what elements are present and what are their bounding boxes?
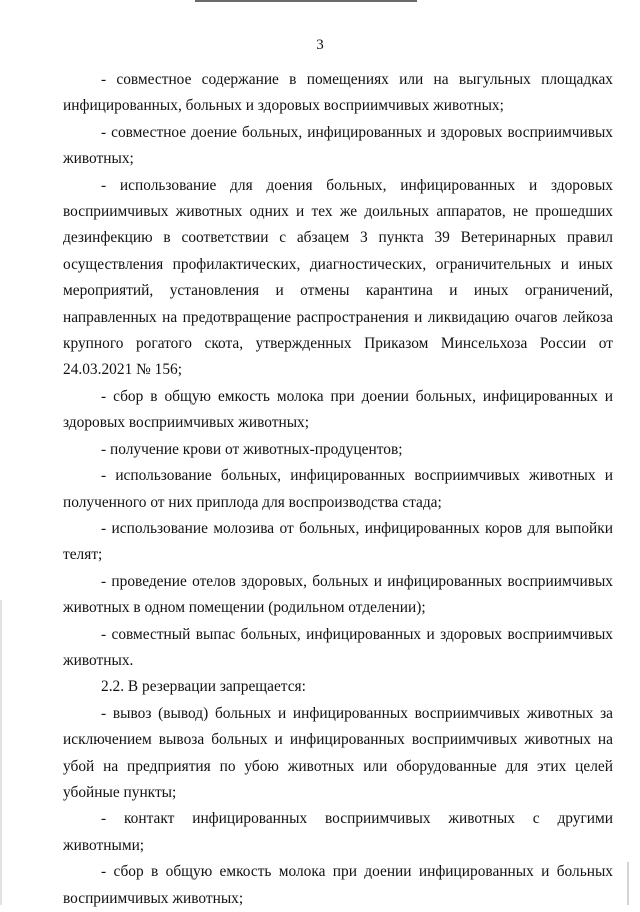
paragraph-blood-collection: - получение крови от животных-продуцентов;: [101, 440, 403, 458]
paragraph-joint-grazing: - совместный выпас больных, инфицированных и здоровых восприимчивых животных.: [63, 625, 613, 669]
paragraph-milk-collection: - сбор в общую емкость молока при доении больных, инфицированных и здоровых восприимчивых животных;: [63, 387, 613, 432]
section-heading-2-2: 2.2. В резервации запрещается:: [101, 678, 306, 696]
paragraph-herd-reproduction: - использование больных, инфицированных восприимчивых животных и полученного от них приплода для воспроизводства стада;: [63, 467, 613, 511]
document-body: [63, 67, 613, 912]
paragraph-joint-milking: - совместное доение больных, инфицированных и здоровых восприимчивых животных;: [63, 123, 613, 168]
paragraph-colostrum: - использование молозива от больных, инфицированных коров для выпойки телят;: [63, 519, 613, 564]
paragraph-contact: - контакт инфицированных восприимчивых животных с другими животными;: [63, 810, 613, 854]
scan-edge-top: [195, 0, 417, 2]
scan-edge-left: [0, 600, 2, 905]
paragraph-removal: - вывоз (вывод) больных и инфицированных восприимчивых животных за исключением вывоза больных и инфицированных восприимчивых животных на убой на предприятия по убою животных или оборудованные для этих целей убойные пункты;: [63, 704, 613, 801]
page-number: 3: [316, 37, 324, 53]
paragraph-calving: - проведение отелов здоровых, больных и инфицированных восприимчивых животных в одном помещении (родильном отделении);: [63, 572, 613, 617]
paragraph-milking-machines: - использование для доения больных, инфицированных и здоровых восприимчивых животных одних и тех же доильных аппаратов, не прошедших дезинфекцию в соответствии с абзацем 3 пункта 39 Ветеринарных правил осуществления профилактических, диагностических, ограничительных и иных мероприятий, установления и отмены карантина и иных ограничений, направленных на предотвращение распространения и ликвидацию очагов лейкоза крупного рогатого скота, утвержденных Приказом Минсельхоза России от 24.03.2021 № 156;: [63, 176, 613, 379]
paragraph-cohousing: - совместное содержание в помещениях или на выгульных площадках инфицированных, больных и здоровых восприимчивых животных;: [63, 71, 613, 115]
paragraph-milk-collection-reservation: - сбор в общую емкость молока при доении инфицированных и больных восприимчивых животных;: [63, 863, 613, 907]
scan-edge-right: [627, 862, 629, 905]
